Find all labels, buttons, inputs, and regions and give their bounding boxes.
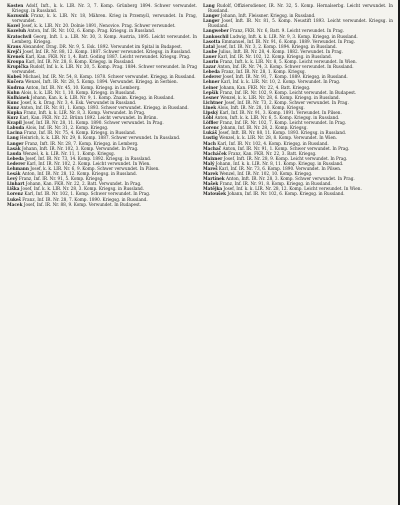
entry-details: Franz, Inft. IR. Nr. 28, 7. Komp. Kriegsg. in Lemberg. xyxy=(24,140,139,146)
entry-surname: Macek xyxy=(7,201,23,207)
entry-details: Wenzel, k. k. LIR. Nr. 11, 1. Komp. Kriegsg. xyxy=(22,150,115,156)
entry-details: Johann, Inf. IR. Nr. 28, 2. Komp. Kriegsg. xyxy=(220,125,308,131)
entry-details: Anton, Inf. IR. Nr. 91, 1. Komp. Schwer verwundet. In Prag. xyxy=(222,145,350,151)
entry-surname: Lehner xyxy=(203,79,220,85)
entry-details: Johann, Inf. IR. Nr. 102, 6. Komp. Kriegsg. in Russland. xyxy=(227,191,345,197)
entry-details: Anton, Inf. IR. Nr. 45, 10. Komp. Kriegsg. in Lemberg. xyxy=(25,84,141,90)
entry-surname: Latal xyxy=(203,43,215,49)
entry-details: Franz, Inf. IR. Nr. 102, 9. Komp. Leicht verwundet. In Budapest. xyxy=(219,89,357,95)
entry-surname: Lehmann xyxy=(7,166,29,171)
entry-details: Karl, Inf. IR. Nr. 102, 4. Komp. Kriegsg. in Russland. xyxy=(217,140,329,146)
entry-surname: Langer xyxy=(203,13,220,19)
entry-details: Josef, k. k. Drag. Nr. 3, 4. Esk. Verwundet in Russland. xyxy=(20,99,137,105)
entry-details: Alois, Inf. IR. Nr. 31, 2. Komp. Kriegsg. xyxy=(25,125,109,131)
list-entry xyxy=(7,3,197,13)
entry-details: Josef, Inf. IR. Nr. 28, 11. Komp. 1890. Schwer verwundet. In Prag. xyxy=(23,120,164,126)
entry-details: Alois, Inft. IR. Nr. 28, 10. Komp. Kriegsg. xyxy=(217,104,305,110)
entry-details: Rudolf, Inf. k. k. LIR. Nr. 20, 5. Komp. Prag. 1884. Schwer verwundet. In Prag verwundet. xyxy=(12,64,197,75)
entry-surname: Krupička xyxy=(7,64,29,70)
entry-surname: Kunc xyxy=(7,99,20,105)
entry-surname: Löbl xyxy=(203,115,214,121)
list-entry xyxy=(7,13,197,23)
entry-details: Josef, Inft. IR. Nr. 88, 11. Komp. 1893. Kriegsg. in Russland. xyxy=(218,130,347,136)
entry-surname: Lesner xyxy=(203,94,219,100)
list-entry xyxy=(7,202,197,207)
entry-surname: Löffler xyxy=(203,120,219,126)
entry-surname: Lesák xyxy=(7,171,21,177)
entry-surname: Lederer xyxy=(203,74,222,80)
entry-surname: Krenek xyxy=(7,53,25,59)
entry-details: Franz, Inf. IR. Nr. 91, 8. Komp. Kriegsg. in Russland. xyxy=(219,181,332,187)
entry-details: Karl, Kan. FKR. Nr. 22. Brünn 1892. Leicht verwundet. In Brünn. xyxy=(19,115,158,121)
entry-details: Alexander, Drag. DR. Nr. 9, 5. Esk. 1892. Verwundet im Spital in Budapest. xyxy=(22,43,182,49)
columns xyxy=(7,3,393,505)
list-entry xyxy=(203,18,393,28)
entry-details: Anton, Inft. k. k. LIR. Nr. 6, 5. Komp. Kriegsg. in Russland. xyxy=(214,115,340,121)
entry-surname: Lichtner xyxy=(203,99,223,105)
list-entry xyxy=(203,3,393,13)
entry-details: Karl, Inf. IR. Nr. 102, 1. Komp. Schwer verwundet. In Prag. xyxy=(24,191,151,197)
entry-details: Wenzel, k. k. LIR. Nr. 28, 6. Komp. Kriegsg. in Russland. xyxy=(220,94,340,100)
entry-details: Karl, Inf. IR. Nr. 73, 6. Komp. 1890. Verwundet. In Pilsen. xyxy=(218,166,342,171)
entry-details: Johann, Kan. FKR. Nr. 22, 2. Batt. Verwundet. In Prag. xyxy=(25,181,142,187)
entry-surname: Lukáš xyxy=(203,130,217,136)
entry-surname: Kozusnik xyxy=(7,13,29,19)
entry-details: Heinrich, k. k. LIR. Nr. 29, 8. Komp. 1887. Schwer verwundet. In Russland. xyxy=(19,135,181,141)
entry-surname: Langer xyxy=(203,18,220,24)
entry-surname: Kozeluh xyxy=(7,28,27,34)
entry-surname: Laurin xyxy=(203,59,219,65)
entry-surname: Lankoschil xyxy=(203,33,229,39)
entry-surname: Levý xyxy=(7,176,18,182)
entry-details: Wenzel, Inf. IR. Nr. 102, 10. Komp. Kriegsg. xyxy=(219,171,313,177)
list-entry xyxy=(203,191,393,196)
entry-details: Johann, Inft. Fleissner. Kriegsg. in Russland. xyxy=(220,13,316,19)
entry-surname: Lang xyxy=(7,135,19,141)
left-column xyxy=(7,3,197,505)
entry-surname: Lukeš xyxy=(7,196,21,202)
entry-surname: Linek xyxy=(203,104,217,110)
entry-surname: Lebeda xyxy=(7,155,24,161)
entry-surname: Malý xyxy=(203,160,215,166)
entry-surname: Lorenc xyxy=(203,125,220,131)
entry-surname: Laube xyxy=(203,48,218,54)
entry-surname: Lasák xyxy=(7,145,21,151)
entry-surname: Lederer xyxy=(7,160,26,166)
entry-surname: Kubeš xyxy=(7,74,22,80)
entry-surname: Krejčí xyxy=(7,48,22,54)
entry-surname: Lauda xyxy=(7,150,22,156)
entry-surname: Kroupa xyxy=(7,59,25,65)
entry-surname: Mareš xyxy=(203,166,218,171)
entry-details: Franz, Inft. k. k. LIR. Nr. 8, 3. Komp. Verwundet. In Prag. xyxy=(23,109,146,115)
entry-surname: Marek xyxy=(203,171,219,177)
entry-details: Alois, k. k. LIR. Nr. 1, 10. Komp. Kriegsg. in Russland. xyxy=(21,89,136,95)
entry-surname: Kulhánek xyxy=(7,94,30,100)
entry-surname: Kudrna xyxy=(7,84,25,90)
entry-details: Anton, Inf. IR. Nr. 81, 1. Komp. 1893. Schwer verwundet. Kriegsg. in Russland. xyxy=(20,104,189,110)
entry-surname: Lipský xyxy=(203,109,219,115)
entry-details: Josef, Inf. k. k. LIR. Nr. 28, 12. Komp. Leicht verwundet. In Wien. xyxy=(223,186,362,192)
entry-details: Josef, Inft. IR. Nr. 91, 7. Komp. 1889. Kriegsg. in Russland. xyxy=(222,74,348,80)
entry-details: Karl, Inf. IR. Nr. 28, 8. Komp. Kriegsg. in Russland. xyxy=(25,59,135,65)
entry-details: Josef, Inf. IR. Nr. 73, 2. Komp. Schwer verwundet. In Prag. xyxy=(224,99,349,105)
entry-details: Franz, Inf. IR. Nr. 91, 5. Komp. Kriegsg. xyxy=(18,176,104,182)
entry-details: Josef, Inft. IR. Nr. 28, 9. Komp. Leicht verwundet. In Prag. xyxy=(223,155,348,161)
entry-surname: Lepšík xyxy=(203,89,219,95)
right-column xyxy=(203,3,393,505)
entry-surname: Kunz xyxy=(7,104,20,110)
entry-surname: Langweber xyxy=(203,28,229,34)
entry-surname: Kupka xyxy=(7,109,23,115)
entry-details: Franz, Inf. IR. Nr. 75, 4. Komp. Kriegsg. in Russland. xyxy=(23,130,136,136)
entry-details: Josef, k. k. LIR. Nr. 6, 9. Komp. Schwer verwundet. In Pilsen. xyxy=(30,166,160,171)
list-entry xyxy=(7,64,197,74)
entry-surname: Mach xyxy=(203,140,216,146)
entry-details: Karl, Inf. IR. Nr. 102, 2. Komp. Leicht verwundet. In Wien. xyxy=(26,160,151,166)
entry-details: Emmanuel, Inf. IR. Nr. 91, 6. Komp. 1889. Verwundet. In Prag. xyxy=(221,38,355,44)
entry-details: Karl, Inf. IR. Nr. 91, 3. Komp. 1891. Verwundet. In Pilsen. xyxy=(219,109,342,115)
entry-details: Franz, FKR. Nr. 6, Batt. 9. Leicht verwundet. In Prag. xyxy=(230,28,344,34)
entry-surname: Matějka xyxy=(203,186,223,192)
entry-details: Karl, Kan. FKR. Nr. 1, 4. Batt. Goding 1887. Leicht verwundet. Kriegsg. Prag. xyxy=(25,53,191,59)
entry-details: Anton, Inf. IR. Nr. 74, 3. Komp. Schwer verwundet. In Russland. xyxy=(217,64,354,70)
entry-details: Wenzel, Inft. IR. Nr. 28, 5. Komp. 1894. Verwundet. Kriegsg. in Serbien. xyxy=(25,79,178,85)
entry-details: Anton, Inf. IR. Nr. 28, 12. Komp. Kriegsg. in Russland. xyxy=(21,171,137,177)
entry-surname: Matoušek xyxy=(203,191,227,197)
entry-details: Johann, Kan. k. k. LIR. Nr. 9, 1. Komp. Znaim. Kriegsg. in Russland. xyxy=(30,94,175,100)
entry-surname: Kučera xyxy=(7,79,24,85)
entry-details: Johann, Inf. k. k. LIR. Nr. 8, 11. Komp. Kriegsg. in Russland. xyxy=(215,160,344,166)
entry-details: Franz, Inf. IR. Nr. 102, 7. Komp. Leicht verwundet. In Prag. xyxy=(219,120,347,126)
entry-surname: Kozel xyxy=(7,23,20,29)
entry-surname: Kratochvil xyxy=(7,33,32,39)
entry-surname: Lustig xyxy=(203,135,218,141)
entry-details: Josef, Inf. IR. Nr. 73, 14. Komp. 1892. Kriegsg. in Russland. xyxy=(25,155,152,161)
entry-surname: Kuhn xyxy=(7,89,20,95)
entry-details: Josef, Inft. IR. Nr. 81, 5. Komp. Neustift 1893. Leicht verwundet. Kriegsg. in Russland. xyxy=(208,18,393,29)
entry-details: Josef, Inf. IR. Nr. 88, 9. Komp. Verwundet. In Budapest. xyxy=(23,201,142,207)
entry-details: Josef, Inf. IR. Nr. 88, 12. Komp. 1887. Schwer verwundet. Kriegsg. in Russland. xyxy=(22,48,192,54)
entry-surname: Leiner xyxy=(203,84,219,90)
entry-details: Rudolf, Offiziersdiener, IR. Nr. 32, 5. Komp. Hernalserbg. Leicht verwundet. In Russland. xyxy=(208,3,393,14)
entry-surname: Lauer xyxy=(203,53,217,59)
entry-surname: Linhart xyxy=(7,181,25,187)
entry-details: Josef, Inf. IR. Nr. 3, 2. Komp. 1894. Kriegsg. in Russland. xyxy=(216,43,337,49)
entry-surname: Lacina xyxy=(7,130,23,136)
entry-details: Franz, Kan. FKR. Nr. 22, 3. Batt. Kriegsg. xyxy=(228,150,317,156)
entry-surname: Langer xyxy=(7,140,24,146)
entry-surname: Labuda xyxy=(7,125,25,131)
entry-surname: Kosten xyxy=(7,3,24,8)
entry-surname: Kurz xyxy=(7,115,19,121)
entry-surname: Kraus xyxy=(7,43,21,49)
entry-surname: Macháček xyxy=(203,150,227,156)
entry-details: Johann, Inft. IR. Nr. 102, 3. Komp. Verwundet. In Prag. xyxy=(21,145,139,151)
entry-details: Julius, Inft. IR. Nr. 28, 4. Komp. 1882. Verwundet. In Prag. xyxy=(218,48,343,54)
entry-details: Georg, Inft. I. a. LIR. Nr. 30, 3. Komp. Austria, 1895. Leicht verwundet. In Lemberg. Kriegsg. xyxy=(12,33,197,44)
entry-details: Franz, Inf. IR. Nr. 28, 7. Komp. 1890. Kriegsg. in Russland. xyxy=(22,196,148,202)
entry-surname: Lasotta xyxy=(203,38,221,44)
entry-details: Karl, Inf. k. k. LIR. Nr. 10, 2. Komp. Verwundet. In Prag. xyxy=(220,79,341,85)
entry-details: Josef, k. k. LIR. Nr. 20. Dolnie 1891, Nenovice. Prag. Schwer verwundet. xyxy=(21,23,176,29)
entry-surname: Maixner xyxy=(203,155,223,161)
entry-surname: Mašek xyxy=(203,181,219,187)
list-entry xyxy=(7,34,197,44)
entry-details: Karl, Inf. IR. Nr. 102, 12. Komp. Kriegsg. in Russland. xyxy=(217,53,332,59)
entry-details: Ludwig, Inft. k. k. LIR. Nr. 9, 3. Komp. Kriegsg. in Russland. xyxy=(229,33,358,39)
entry-surname: Lang xyxy=(203,3,215,8)
entry-details: Franz, k. k. LIR. Nr. 18, Mähren. Krieg in Przemyśl, verwundet. In Prag, verwundet. xyxy=(12,13,197,24)
entry-details: Anton, Inft. IR. Nr. 28, 3. Komp. Schwer verwundet. In Prag. xyxy=(226,176,355,182)
entry-details: Josef, Inf. k. k. LIR. Nr. 28, 3. Komp. Kriegsg. in Russland. xyxy=(20,186,145,192)
entry-details: Franz, Inft. k. k. LIR. Nr. 8, 5. Komp. Leicht verwundet. In Wien. xyxy=(219,59,357,65)
entry-surname: Martínek xyxy=(203,176,225,182)
entry-details: Anton, Inf. IR. Nr. 102, 6. Komp. Prag. Kriegsg. in Russland. xyxy=(27,28,156,34)
entry-surname: Lazar xyxy=(203,64,216,70)
entry-surname: Kvapil xyxy=(7,120,22,126)
entry-surname: Lebeda xyxy=(203,69,220,75)
entry-details: Adolf, Inft., k. k. LIR. Nr. 3, 7. Komp. Grünberg 1894. Schwer verwundet. Kriegsg. in Russland. xyxy=(12,3,197,14)
entry-surname: Liška xyxy=(7,186,20,192)
entry-details: Wenzel, k. k. LIR. Nr. 28, 8. Komp. Verwundet. In Wien. xyxy=(219,135,338,141)
entry-details: Franz, Inf. IR. Nr. 28, 1. Komp. Kriegsg. xyxy=(221,69,306,75)
entry-surname: Machač xyxy=(203,145,222,151)
entry-details: Johann, Kan. FKR. Nr. 22, 4. Batt. Kriegsg. xyxy=(219,84,311,90)
entry-surname: Lorenz xyxy=(7,191,24,197)
entry-details: Michael, Inf. IR. Nr. 54, 8. Komp. 1878. Schwer verwundet. Kriegsg. in Russland. xyxy=(22,74,196,80)
